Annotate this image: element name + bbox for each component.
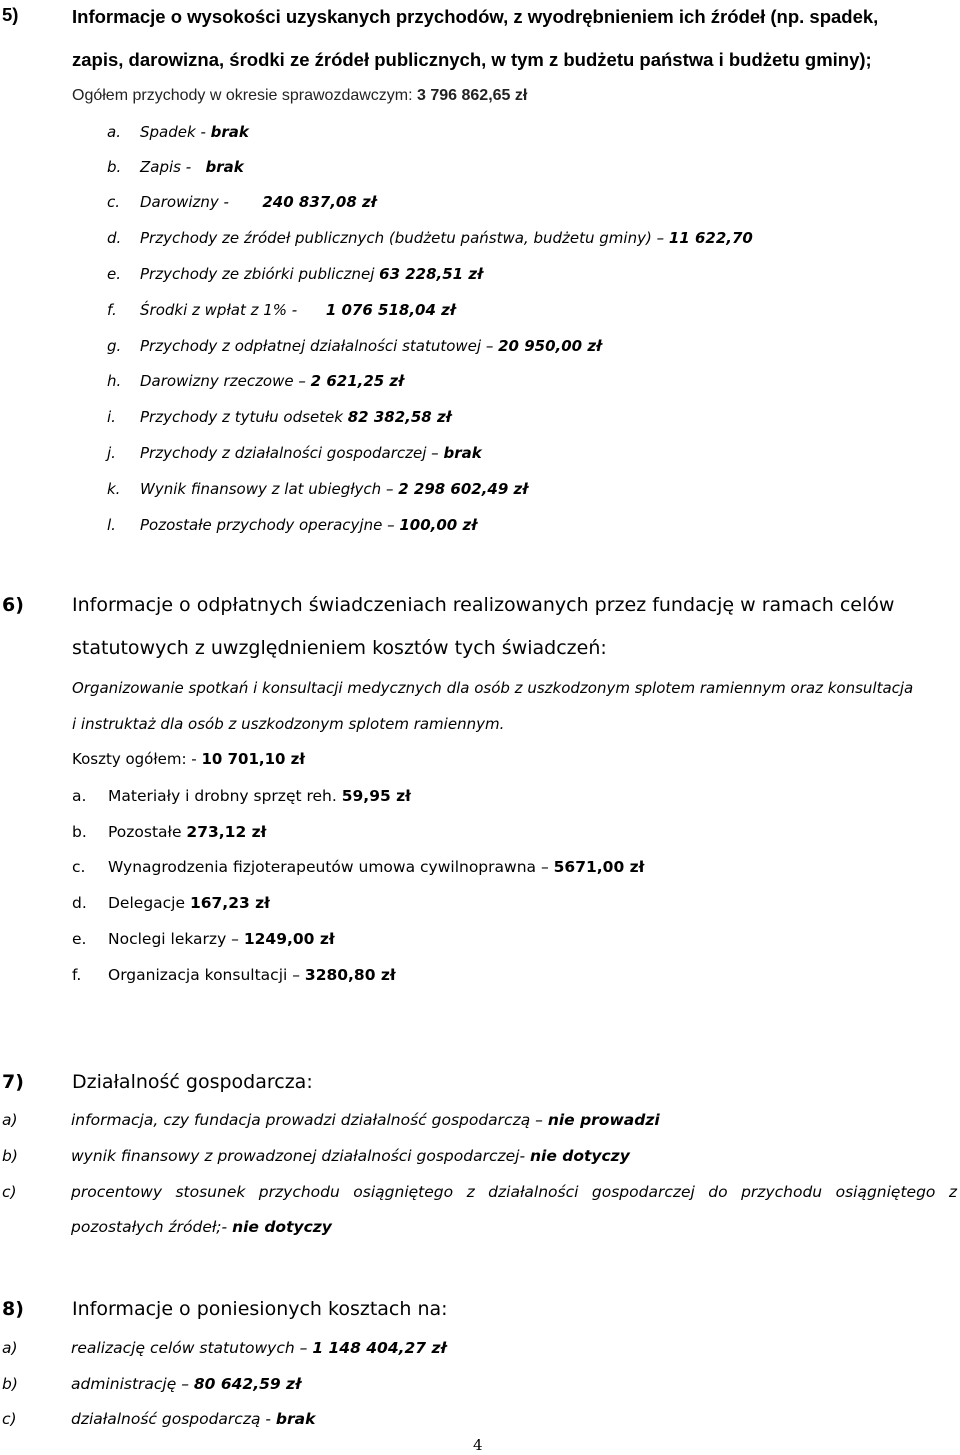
section-6-item <box>72 823 266 841</box>
item-letter: g. <box>107 337 122 355</box>
item-value: 2 621,25 zł <box>310 372 404 390</box>
item-label: informacja, czy fundacja prowadzi działalność gospodarczą – <box>71 1111 548 1129</box>
item-value: nie dotyczy <box>232 1218 332 1236</box>
section-6-number: 6) <box>2 594 24 616</box>
item-letter: b) <box>2 1147 18 1165</box>
item-label: Przychody z odpłatnej działalności statutowej – <box>140 337 499 355</box>
item-letter: a) <box>2 1111 18 1129</box>
item-label: Przychody ze źródeł publicznych (budżetu państwa, budżetu gminy) – <box>140 229 669 247</box>
item-value: 100,00 zł <box>399 516 477 534</box>
item-value: brak <box>205 158 244 176</box>
section-5-item <box>107 372 404 390</box>
item-value: brak <box>443 444 482 462</box>
section-6-cost-total <box>72 750 305 768</box>
section-7-heading: Działalność gospodarcza: <box>72 1071 313 1093</box>
section-5-total <box>72 87 527 105</box>
section-7-item <box>0 1183 960 1205</box>
item-letter: k. <box>107 480 121 498</box>
section-8-heading: Informacje o poniesionych kosztach na: <box>72 1298 448 1320</box>
item-value: 1249,00 zł <box>243 930 335 948</box>
page-number: 4 <box>473 1436 483 1454</box>
section-8-item <box>0 1339 960 1361</box>
section-5-item <box>107 516 477 534</box>
section-5-total-label: Ogółem przychody w okresie sprawozdawczym: <box>72 87 418 104</box>
section-7-item <box>0 1111 960 1133</box>
item-value: 1 076 518,04 zł <box>325 301 456 319</box>
item-letter: e. <box>72 930 87 948</box>
item-text <box>71 1183 957 1201</box>
item-label: Spadek - <box>140 123 211 141</box>
section-5-total-value: 3 796 862,65 zł <box>417 87 528 104</box>
item-letter: a. <box>107 123 121 141</box>
item-value: 59,95 zł <box>341 787 411 805</box>
item-label: pozostałych źródeł;- <box>71 1218 233 1236</box>
item-value: brak <box>275 1410 316 1428</box>
section-5-item <box>107 265 483 283</box>
item-value: nie prowadzi <box>547 1111 660 1129</box>
item-text <box>71 1410 315 1428</box>
item-text <box>71 1147 630 1165</box>
item-label: Przychody z działalności gospodarczej – <box>140 444 444 462</box>
item-text <box>71 1111 660 1129</box>
item-letter: f. <box>107 301 117 319</box>
section-8-item <box>0 1375 960 1397</box>
item-value: brak <box>210 123 249 141</box>
section-5-item <box>107 444 482 462</box>
item-label: realizację celów statutowych – <box>71 1339 313 1357</box>
item-text <box>71 1375 301 1393</box>
section-5-item <box>107 408 451 426</box>
section-6-item <box>72 966 396 984</box>
item-label: Pozostałe przychody operacyjne – <box>140 516 400 534</box>
section-5-heading-line-1: Informacje o wysokości uzyskanych przychodów, z wyodrębnieniem ich źródeł (np. spadek, <box>72 6 879 27</box>
item-letter: a) <box>2 1339 18 1357</box>
item-value: 5671,00 zł <box>553 858 645 876</box>
section-6-item <box>72 858 644 876</box>
item-letter: c. <box>107 193 121 211</box>
section-6-item <box>72 894 270 912</box>
section-6-heading-line-2: statutowych z uwzględnieniem kosztów tych świadczeń: <box>72 637 607 659</box>
section-5-item <box>107 123 249 141</box>
item-letter: b. <box>72 823 87 841</box>
item-value: 3280,80 zł <box>304 966 396 984</box>
item-label: Przychody ze zbiórki publicznej <box>140 265 380 283</box>
item-letter: d. <box>72 894 87 912</box>
section-5-item <box>107 480 528 498</box>
item-label: Przychody z tytułu odsetek <box>140 408 348 426</box>
item-letter: i. <box>107 408 116 426</box>
item-text <box>71 1339 446 1357</box>
section-6-heading-line-1: Informacje o odpłatnych świadczeniach realizowanych przez fundację w ramach celów <box>72 594 895 616</box>
item-value: 82 382,58 zł <box>347 408 452 426</box>
section-8-number: 8) <box>2 1298 24 1320</box>
item-label: Materiały i drobny sprzęt reh. <box>108 787 342 805</box>
section-6-item <box>72 787 411 805</box>
item-value: 80 642,59 zł <box>193 1375 301 1393</box>
section-6-cost-label: Koszty ogółem: - <box>72 750 202 768</box>
item-label: Organizacja konsultacji – <box>108 966 305 984</box>
item-label: Wynagrodzenia fizjoterapeutów umowa cywilnoprawna – <box>108 858 554 876</box>
item-value: 2 298 602,49 zł <box>398 480 528 498</box>
item-letter: h. <box>107 372 122 390</box>
section-6-description-line-1: Organizowanie spotkań i konsultacji medycznych dla osób z uszkodzonym splotem ramiennym oraz konsultacja <box>72 679 914 697</box>
section-6-description-line-2: i instruktaż dla osób z uszkodzonym splotem ramiennym. <box>72 715 505 733</box>
item-label: Darowizny rzeczowe – <box>140 372 311 390</box>
item-value: 167,23 zł <box>189 894 270 912</box>
item-value: nie dotyczy <box>529 1147 630 1165</box>
section-6-item <box>72 930 335 948</box>
item-label: wynik finansowy z prowadzonej działalności gospodarczej- <box>71 1147 530 1165</box>
item-letter: j. <box>107 444 116 462</box>
item-label: Pozostałe <box>108 823 187 841</box>
section-6-cost-value: 10 701,10 zł <box>201 750 305 768</box>
section-7-number: 7) <box>2 1071 24 1093</box>
section-5-item <box>107 193 376 211</box>
item-letter: e. <box>107 265 121 283</box>
item-value: 11 622,70 <box>668 229 753 247</box>
item-label: Noclegi lekarzy – <box>108 930 244 948</box>
item-label: Delegacje <box>108 894 190 912</box>
item-label: Wynik finansowy z lat ubiegłych – <box>140 480 399 498</box>
item-letter: f. <box>72 966 82 984</box>
item-value: 273,12 zł <box>186 823 267 841</box>
item-value: 20 950,00 zł <box>498 337 602 355</box>
item-value: 1 148 404,27 zł <box>312 1339 447 1357</box>
section-5-item <box>107 301 455 319</box>
section-5-item <box>107 337 602 355</box>
item-label: Darowizny - <box>140 193 263 211</box>
section-5-item <box>107 229 753 247</box>
item-letter: b. <box>107 158 122 176</box>
section-7-item <box>0 1218 960 1240</box>
item-label: Środki z wpłat z 1% - <box>140 301 326 319</box>
item-label: Zapis - <box>140 158 206 176</box>
section-5-heading-line-2: zapis, darowizna, środki ze źródeł publicznych, w tym z budżetu państwa i budżetu gminy); <box>72 49 872 70</box>
item-letter: l. <box>107 516 116 534</box>
item-letter: c) <box>2 1183 17 1201</box>
item-letter: d. <box>107 229 122 247</box>
item-letter: b) <box>2 1375 18 1393</box>
section-7-item <box>0 1147 960 1169</box>
item-letter: c. <box>72 858 86 876</box>
item-label: procentowy stosunek przychodu osiągniętego z działalności gospodarczej do przychodu osiągniętego z <box>71 1183 957 1201</box>
item-label: administrację – <box>71 1375 194 1393</box>
item-letter: a. <box>72 787 87 805</box>
item-text <box>71 1218 332 1236</box>
section-5-item <box>107 158 244 176</box>
item-value: 240 837,08 zł <box>262 193 377 211</box>
section-8-item <box>0 1410 960 1432</box>
item-letter: c) <box>2 1410 17 1428</box>
item-label: działalność gospodarczą - <box>71 1410 276 1428</box>
item-value: 63 228,51 zł <box>379 265 483 283</box>
section-5-number: 5) <box>2 4 19 25</box>
